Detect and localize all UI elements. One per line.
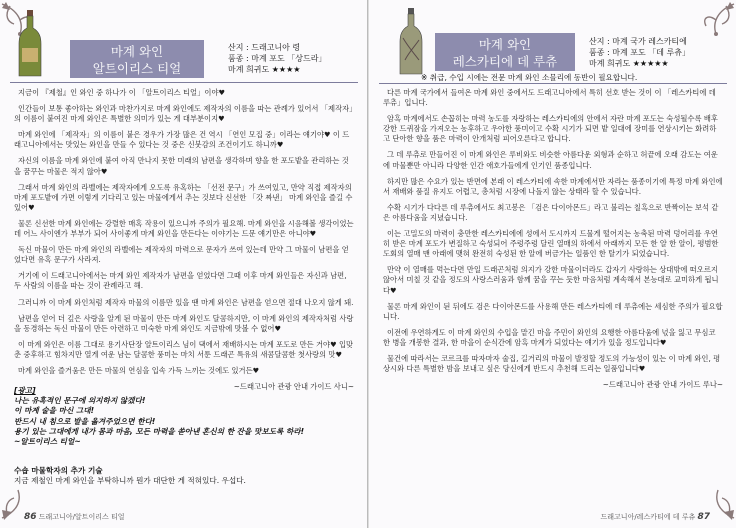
paragraph: 물건에 따라서는 코르크를 따자마자 술집, 길거리의 마물이 발정할 정도의 가능성이 있는 이 마계 와인, 평상시와 다른 특별한 밤을 보내고 싶은 당신에게 반드시 추천해 드리는 일품입니다♥ [383,353,721,374]
paragraph: 거기에 이 드래고니아에서는 마계 와인 제작자가 남편을 얻었다면 그때 이후 마계 와인들은 자신과 남편, 두 사람의 이름을 따는 것이 관례라고 해. [14,271,347,291]
paragraph: 마계 와인에 「제작자」의 이름이 붙은 경우가 가장 많은 건 역시 「연인 모집 중」이라는 얘기야♥ 이 드래고니아에서는 맛있는 와인을 만들 수 있다는 것 중은 신붓감의 조건이기도 하니까♥ [14,130,350,150]
left-title-box [70,40,204,78]
paragraph: 그러니까 이 마계 와인처럼 제작자 마물의 이름만 있을 땐 마계 와인은 남편을 얻으면 절대 나오지 않게 돼. [18,297,354,307]
ad-line: 용기 있는 그대에게 내가 몸과 마음, 모든 마력을 쏟아낸 혼신의 한 잔을 맛보도록 하라! [14,426,305,436]
right-title-box [435,33,575,71]
paragraph: 이전에 우연하게도 이 마계 와인의 수입을 맡긴 마을 주민이 와인의 요행한 아름다움에 넋을 잃고 무심코 한 병을 개봉한 결과, 한 마을이 순식간에 암흑 마계가 되었다는 얘기가 있을 정도입니다♥ [383,327,716,347]
paragraph: 독신 마물이 만든 마계 와인의 라벨에는 제작자의 마력으로 문자가 쓰여 있는데 만약 그 마물이 남편을 얻었다면 유혹 문구가 사라져. [14,245,349,265]
ad-line: 나는 유혹적인 문구에 의지하지 않겠다! [14,396,146,406]
wine-bottle-icon [397,8,425,76]
left-rarity-label: 마계 희귀도 [228,65,270,74]
right-rarity-stars: ★★★★★ [632,59,669,68]
paragraph: 인간들이 보통 좋아하는 와인과 마찬가지로 마계 와인에도 제작자의 이름을 따는 관례가 있어서 「제작자」의 이름이 붙여진 마계 와인은 특별한 의미가 있는 게 대부분이지♥ [14,104,353,124]
right-grape: 품종 : 마계 포도 「데 루츄」 [589,48,690,57]
paragraph: 이는 고밀도의 마력이 충만한 레스카티에에 성에서 도시까지 드물게 떨어지는 농축된 마력 덩어리를 우연히 받은 마계 포도가 변질하고 숙성되어 주렁주렁 달린 열매의 하에서 아래까지 모든 한 알 한 알이, 평범한 도회의 열매 맨 아래에 맺혀 완전히 숙성된 한 알에 버금가는 일품인 한 탈기가 되었습니다. [383,229,719,259]
paragraph: 수확 시기가 다다른 데 루츄에서도 최고봉은 「검은 다이아몬드」라고 불리는 칠흑으로 반짝이는 보석 같은 아름다움을 지녔습니다. [383,202,719,222]
folio-label: 드래고니아/레스카티에 데 루츄 [600,513,696,521]
right-handling-note: ※ 취급, 수입 시에는 전문 마계 와인 소믈리에 동반이 필요합니다. [421,73,638,82]
left-body [14,88,354,398]
paragraph: 마계 와인을 즐거움은 만든 마물의 연심을 입속 가득 느끼는 것에도 있거든♥ [18,365,260,375]
left-title-line2: 알트이리스 티얼 [92,61,182,76]
left-extra-note [14,466,354,486]
left-folio [24,512,125,522]
left-ad [14,386,354,447]
left-divider [10,82,358,83]
paragraph: 지금이 『제철』인 와인 중 하나가 이 「알트이리스 티얼」이야♥ [18,88,226,97]
extra-title: 수숍 마물학자의 추가 기술 [14,466,103,475]
wine-bottle-icon [16,10,44,78]
paragraph: 이 마계 와인은 이름 그대로 용기사단장 알트이리스 님이 댁에서 재배하시는 마계 포도로 만든 거야♥ 입맞춘 중후하고 힘차지만 열게 여운 남는 달콤한 풍미는 마치 서툰 드래곤 특유의 새콤달콤한 첫사랑의 맛♥ [14,339,354,359]
paragraph: 암흑 마계에서도 손꼽히는 마력 농도를 자랑하는 레스카티에의 안에서 자란 마계 포도는 숙성될수록 배후 강한 드퀴잠을 가져오는 농후하고 우아한 풍미이고 수확 시기가 되면 밭 일대에 장미를 연상시키는 화려하고 단아한 향을 품은 마력이 안개처럼 피어오른다고 합니다. [383,114,718,144]
paragraph: 그 데 루츄로 만들어진 이 마계 와인은 루비와도 비슷한 아름다운 외형과 순하고 허끝에 오래 감도는 여운에 마물뿐만 아니라 다양한 인간 애호가들에게 인기인 품종입니다. [383,150,718,170]
paragraph: 만약 이 열매를 먹는다면 만일 드래곤처럼 의지가 강한 마물이더라도 갑자기 사랑하는 상대밖에 떠오르지 않아서 미칠 것 같을 정도의 사랑스러움과 함께 꿈을 꾸는 듯한 마음처럼 계속해서 본능대로 교미하게 됩니다♥ [383,265,719,295]
paragraph: 남편을 얻어 더 깊은 사랑을 알게 된 마물이 만든 마계 와인도 달콤하지만, 이 마계 와인의 제작자처럼 사랑을 동경하는 독신 마물이 만든 아련하고 미숙한 마계 와인도 지금밖에 맛볼 수 없어♥ [14,313,354,333]
right-origin: 산지 : 마계 국가 레스카티에 [589,37,687,46]
paragraph: 자신의 이름을 마계 와인에 붙여 아직 만나지 못한 미래의 남편을 생각하며 향을 한 포도밭을 관리하는 것을 꿈꾸는 마물은 적지 않아♥ [14,156,349,176]
right-divider [379,83,727,84]
left-grape: 품종 : 마계 포도 「상드라」 [228,54,327,63]
paragraph: 다른 마계 국가에서 들여온 마계 와인 중에서도 드래고니아에서 특히 선호 받는 것이 이 「레스카티에 데 루츄」입니다. [383,88,716,108]
right-body [383,88,723,396]
folio-label: 드래고니아/알트이리스 티얼 [38,513,125,521]
ad-line: 반드시 내 침으로 발을 옮겨주었으면 한다! [14,416,156,426]
right-title-line1: 마계 와인 [478,37,532,52]
left-title-line1: 마계 와인 [110,44,164,59]
ad-line: ~알트이리스 티얼~ [14,437,81,447]
right-title-line2: 레스카티에 데 루츄 [452,54,558,69]
right-signature: ~드래고니아 관광 안내 가이드 루나~ [602,380,723,390]
page-number: 87 [697,512,710,522]
right-folio [601,512,710,522]
left-origin: 산지 : 드래고니아 령 [228,43,301,52]
ad-title: [광고] [14,386,36,395]
paragraph: 물론 마계 와인이 된 뒤에도 검은 다이아몬드를 사용해 만든 레스카티에 데 루츄에는 세심한 주의가 필요합니다. [383,301,723,321]
page-number: 86 [24,512,37,522]
right-rarity-label: 마계 희귀도 [589,59,631,68]
paragraph: 그래서 마계 와인의 라벨에는 제작자에게 오도록 유혹하는 「선전 문구」가 쓰여있고, 만약 직접 제작자의 마계 포도밭에 가면 이렇게 기다리고 있는 마물에게서 추는 것보다 신선한 「갓 짜낸」 마계 와인을 즐길 수 있어♥ [14,182,353,212]
extra-text: 지금 제철인 마계 와인을 부탁하니까 뭔가 대단한 게 적혀있다. 우섭다. [14,476,246,486]
right-info [589,36,690,69]
ad-line: 이 마계 술을 마신 그대! [14,406,95,416]
left-info [228,42,326,75]
right-page [368,0,736,528]
left-rarity-stars: ★★★★ [271,65,301,74]
paragraph: 물론 신선한 마계 와인에는 강렬한 매혹 작용이 있으니까 주의가 필요해. 마계 와인을 시음해볼 생각이었는데 어느 사이엔가 부부가 되어 사이좋게 마계 와인을 만든다는 이야기는 드문 얘기만은 아니야♥ [14,218,354,239]
left-signature: ~드래고니아 관광 안내 가이드 사니~ [233,382,354,392]
paragraph: 하지만 많은 수요가 있는 반면에 본래 이 레스카티에 속한 마계에서만 자라는 품종이기에 특정 마계 와인에서 재배와 품질 유지도 어렵고, 총처럼 시장에 나돌지 않는 상태라 할 수 있습니다. [383,176,723,196]
